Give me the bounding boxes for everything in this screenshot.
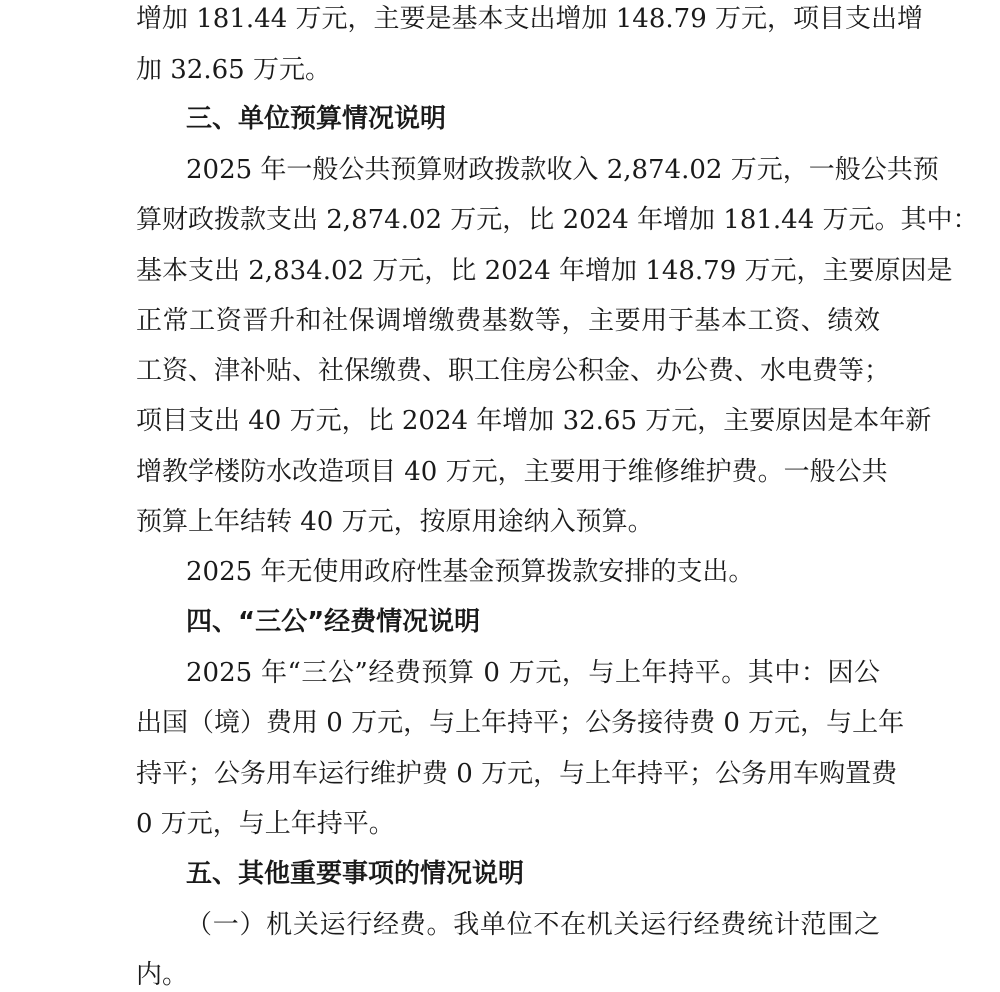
section-heading-5: 五、其他重要事项的情况说明 (186, 859, 525, 889)
paragraph-line: 增加 181.44 万元，主要是基本支出增加 148.79 万元，项目支出增 (136, 4, 924, 34)
paragraph-line: 2025 年“三公”经费预算 0 万元，与上年持平。其中：因公 (186, 658, 880, 688)
paragraph-line: （一）机关运行经费。我单位不在机关运行经费统计范围之 (186, 910, 880, 940)
paragraph-line: 0 万元，与上年持平。 (136, 809, 395, 839)
paragraph-line: 持平；公务用车运行维护费 0 万元，与上年持平；公务用车购置费 (136, 759, 898, 789)
paragraph-line: 2025 年一般公共预算财政拨款收入 2,874.02 万元，一般公共预 (186, 155, 939, 185)
paragraph-line: 加 32.65 万元。 (136, 55, 331, 85)
paragraph-line: 项目支出 40 万元，比 2024 年增加 32.65 万元，主要原因是本年新 (136, 406, 932, 436)
paragraph-line: 增教学楼防水改造项目 40 万元，主要用于维修维护费。一般公共 (136, 457, 888, 487)
paragraph-line: 预算上年结转 40 万元，按原用途纳入预算。 (136, 507, 654, 537)
paragraph-line: 基本支出 2,834.02 万元，比 2024 年增加 148.79 万元，主要原因是 (136, 256, 953, 286)
paragraph-line: 2025 年无使用政府性基金预算拨款安排的支出。 (186, 557, 755, 587)
paragraph-line: 工资、津补贴、社保缴费、职工住房公积金、办公费、水电费等； (136, 356, 891, 386)
paragraph-line: 算财政拨款支出 2,874.02 万元，比 2024 年增加 181.44 万元。其中： (136, 205, 979, 235)
paragraph-line: 出国（境）费用 0 万元，与上年持平；公务接待费 0 万元，与上年 (136, 708, 905, 738)
section-heading-3: 三、单位预算情况说明 (186, 104, 447, 134)
paragraph-line: 正常工资晋升和社保调增缴费基数等，主要用于基本工资、绩效 (136, 306, 880, 336)
section-heading-4: 四、“三公”经费情况说明 (186, 607, 481, 637)
paragraph-line: 内。 (136, 960, 189, 990)
